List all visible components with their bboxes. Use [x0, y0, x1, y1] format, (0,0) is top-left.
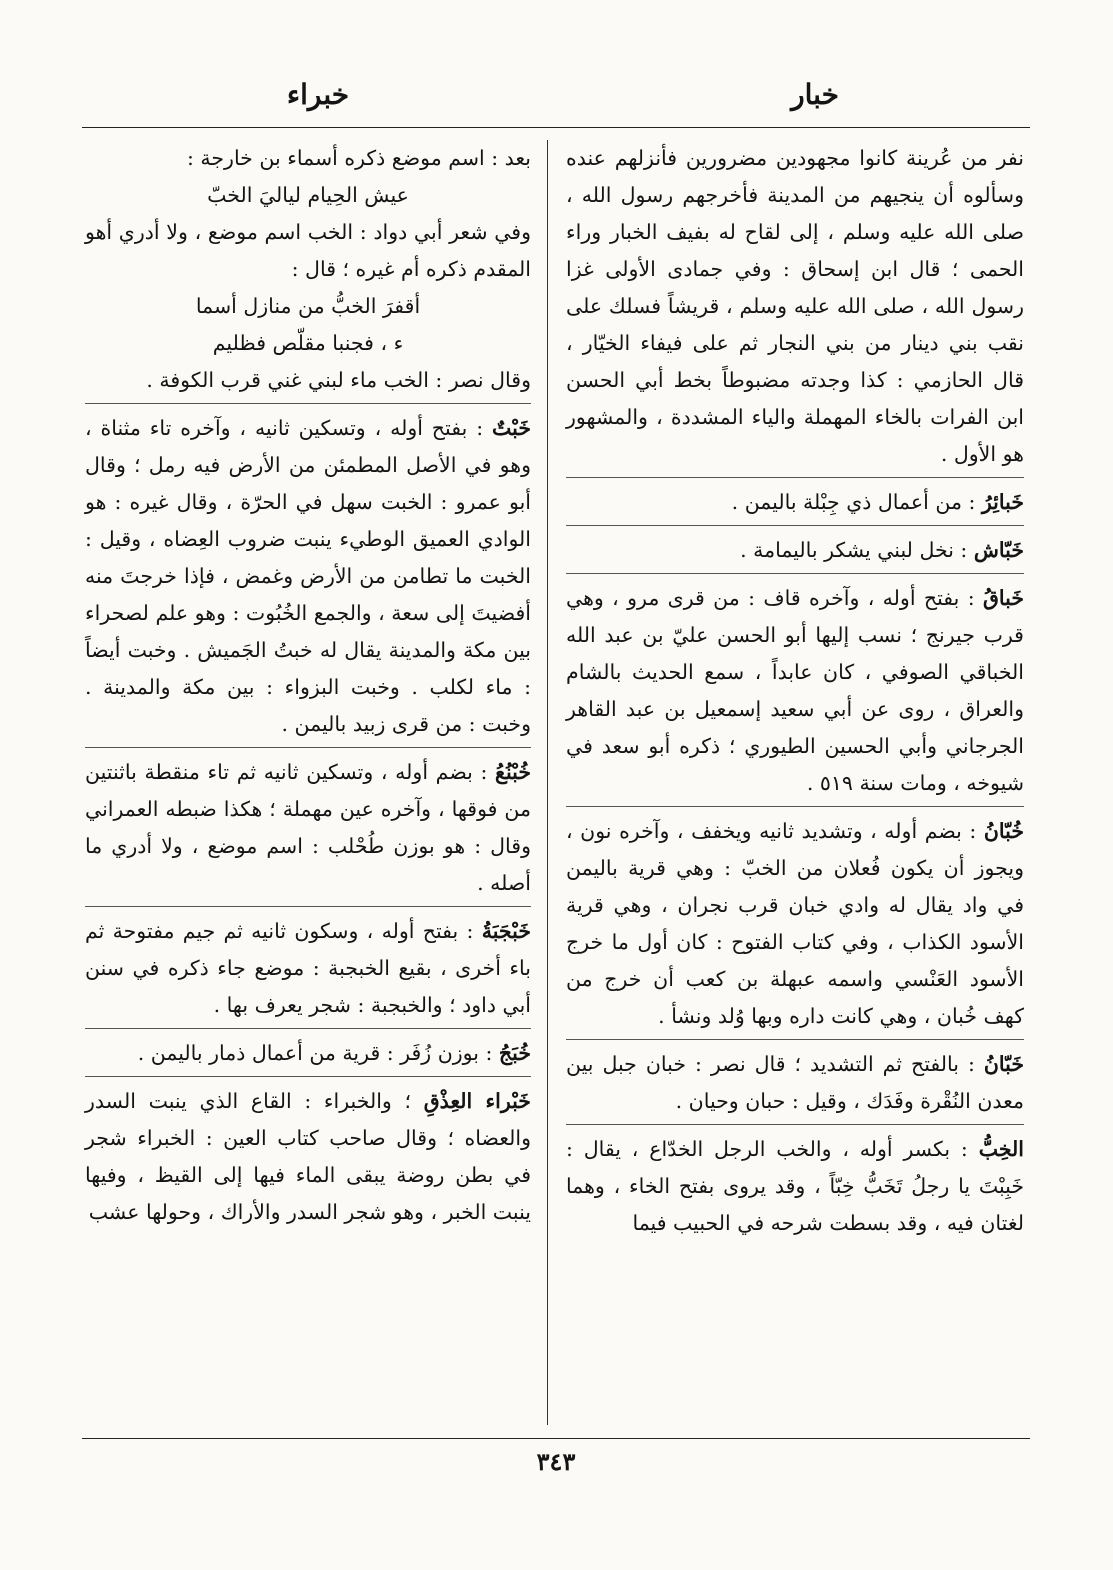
entry-text: ؛ والخبراء : القاع الذي ينبت السدر والعضاه ؛ وقال صاحب كتاب العين : الخبراء شجر في بطن روضة يبقى الماء فيها إلى القيظ ، وفيها ينبت الخبر ، وهو شجر السدر والأراك ، وحولها عشب [85, 1089, 531, 1224]
dictionary-entry [85, 754, 531, 907]
dictionary-entry [85, 1083, 531, 1235]
dictionary-entry [566, 532, 1024, 574]
dictionary-entry [85, 1035, 531, 1077]
entry-headword: خَبّاش [973, 538, 1024, 562]
dictionary-entry [85, 410, 531, 748]
dictionary-entry-continued [85, 140, 531, 404]
entry-text: : بفتح أوله ، وتسكين ثانيه ، وآخره تاء مثناة ، وهو في الأصل المطمئن من الأرض فيه رمل ؛ وقال أبو عمرو : الخبت سهل في الحرّة ، وقال غيره : هو الوادي العميق الوطيء ينبت ضروب العِضاه ، وقيل : الخبت ما تطامن من الأرض وغمض ، فإذا خرجتَ منه أفضيتَ إلى سعة ، والجمع الخُبُوت : وهو علم لصحراء بين مكة والمدينة يقال له خبتُ الجَميش . وخبت أيضاً : ماء لكلب . وخبت البزواء : بين مكة والمدينة . وخبت : من قرى زبيد باليمن . [85, 416, 531, 736]
running-header-right: خبار [791, 78, 839, 111]
entry-text: بعد : اسم موضع ذكره أسماء بن خارجة : [186, 146, 531, 170]
entry-text: : بفتح أوله ، وآخره قاف : من قرى مرو ، وهي قرب جيرنج ؛ نسب إليها أبو الحسن عليّ بن عبد الله الخباقي الصوفي ، كان عابداً ، سمع الحديث بالشام والعراق ، روى عن أبي سعيد إسمعيل بن عبد القاهر الجرجاني وأبي الحسين الطيوري ؛ ذكره أبو سعد في شيوخه ، ومات سنة ٥١٩ . [566, 586, 1024, 795]
poem-hemistich: ء ، فجنبا مقلّص فظليم [212, 331, 404, 355]
dictionary-entry [85, 913, 531, 1029]
entry-headword: خُبّانُ [983, 819, 1024, 843]
right-column [566, 140, 1024, 1252]
dictionary-entry [566, 580, 1024, 807]
entry-text: نفر من عُرينة كانوا مجهودين مضرورين فأنزلهم عنده وسألوه أن ينجيهم من المدينة فأخرجهم رسول الله ، صلى الله عليه وسلم ، إلى لقاح له بفيف الخبار وراء الحمى ؛ قال ابن إسحاق : وفي جمادى الأولى غزا رسول الله ، صلى الله عليه وسلم ، قريشاً فسلك على نقب بني دينار من بني النجار ثم على فيفاء الخيّار ، قال الحازمي : كذا وجدته مضبوطاً بخط أبي الحسن ابن الفرات بالخاء المهملة والياء المشددة ، والمشهور هو الأول . [566, 146, 1024, 466]
entry-text: وقال نصر : الخب ماء لبني غني قرب الكوفة . [146, 368, 531, 392]
poem-verse: عيش الحِيام لياليَ الخبّ [207, 183, 409, 207]
entry-headword: الخِبُّ [978, 1137, 1024, 1161]
dictionary-entry [566, 1131, 1024, 1246]
entry-text: : بكسر أوله ، والخب الرجل الخدّاع ، يقال : خَبِبْتَ يا رجلُ تَخَبُّ خِبّاً ، وقد يروى بفتح الخاء ، وهما لغتان فيه ، وقد بسطت شرحه في الحبيب فيما [566, 1137, 1024, 1235]
entry-headword: خَبّانُ [983, 1052, 1024, 1076]
dictionary-entry [566, 140, 1024, 478]
dictionary-entry [566, 813, 1024, 1040]
left-column [85, 140, 531, 1241]
entry-headword: خُبَجُ [498, 1041, 531, 1065]
entry-headword: خَبْجَبَةُ [481, 919, 531, 943]
column-divider [547, 140, 548, 1425]
dictionary-entry [566, 1046, 1024, 1125]
footer-rule [82, 1438, 1030, 1439]
entry-text: : نخل لبني يشكر باليمامة . [740, 538, 974, 562]
entry-text: : بضم أوله ، وتسكين ثانيه ثم تاء منقطة باثنتين من فوقها ، وآخره عين مهملة ؛ هكذا ضبطه العمراني وقال : هو بوزن طُحْلب : اسم موضع ، ولا أدري ما أصله . [85, 760, 531, 895]
poem-hemistich: أقفرَ الخبُّ من منازل أسما [195, 294, 421, 318]
page-number: ٣٤٣ [536, 1447, 576, 1476]
entry-headword: خُبْنُعُ [495, 760, 531, 784]
entry-headword: خَبْراء العِذْقِ [423, 1089, 531, 1113]
entry-text: : بفتح أوله ، وسكون ثانيه ثم جيم مفتوحة ثم باء أخرى ، بقيع الخبجبة : موضع جاء ذكره في سنن أبي داود ؛ والخبجبة : شجر يعرف بها . [85, 919, 531, 1017]
header-rule [82, 127, 1030, 128]
entry-text: : من أعمال ذي جِبْلة باليمن . [731, 490, 982, 514]
running-header-left: خبراء [286, 78, 350, 111]
entry-text: وفي شعر أبي دواد : الخب اسم موضع ، ولا أدري أهو المقدم ذكره أم غيره ؛ قال : [85, 220, 531, 281]
dictionary-entry [566, 484, 1024, 526]
entry-text: : بوزن زُفَر : قرية من أعمال ذمار باليمن . [137, 1041, 499, 1065]
entry-headword: خَباقُ [982, 586, 1024, 610]
entry-headword: خَبائِرُ [981, 490, 1024, 514]
entry-headword: خَبْتٌ [492, 416, 531, 440]
entry-text: : بضم أوله ، وتشديد ثانيه ويخفف ، وآخره نون ، ويجوز أن يكون فُعلان من الخبّ : وهي قرية باليمن في واد يقال له وادي خبان قرب نجران ، وهي قرية الأسود الكذاب ، وفي كتاب الفتوح : كان أول ما خرج الأسود العَنْسي واسمه عبهلة بن كعب أن خرج من كهف خُبان ، وهي كانت داره وبها وُلد ونشأ . [566, 819, 1024, 1028]
poem-verse [85, 288, 531, 362]
entry-text: : بالفتح ثم التشديد ؛ قال نصر : خبان جبل بين معدن النُقْرة وفَدَك ، وقيل : حبان وحيان . [566, 1052, 1024, 1113]
